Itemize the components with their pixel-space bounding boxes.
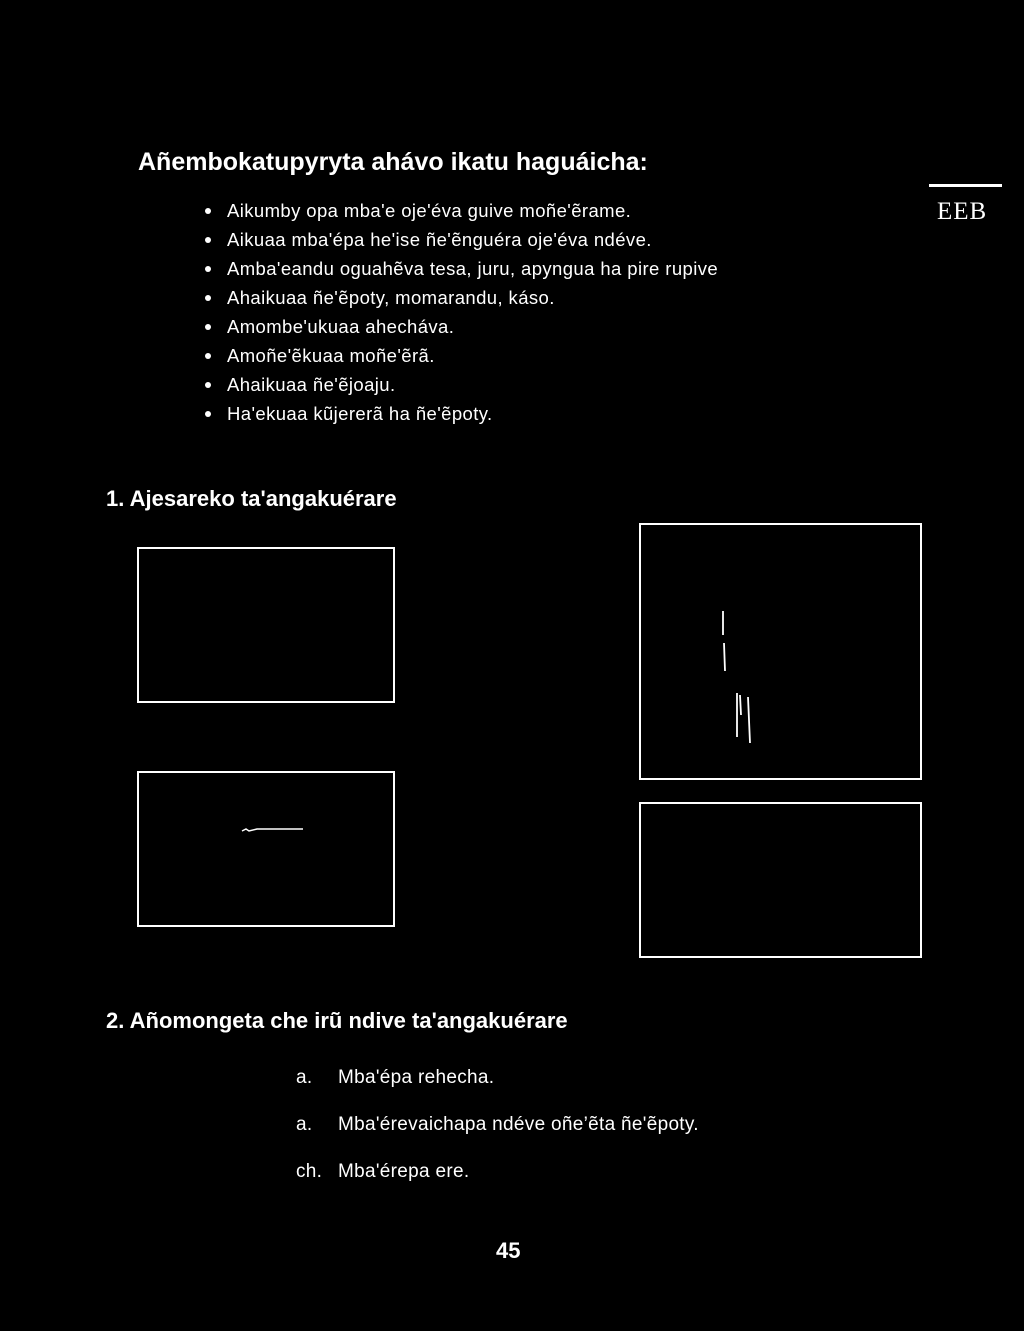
list-item xyxy=(296,1066,699,1090)
corner-rule-divider xyxy=(929,184,1002,187)
picture-frame-1 xyxy=(137,547,395,703)
page-number: 45 xyxy=(496,1238,521,1263)
list-item: Aikumby opa mba'e oje'éva guive moñe'ẽrame. xyxy=(205,196,718,225)
list-item: Amba'eandu oguahẽva tesa, juru, apyngua ha pire rupive xyxy=(205,254,718,283)
page-heading: Añembokatupyryta ahávo ikatu haguáicha: xyxy=(138,148,648,176)
section-1-title xyxy=(106,486,397,512)
option-marker: a. xyxy=(296,1067,313,1088)
option-text: Mba'érepa ere. xyxy=(338,1161,470,1182)
section-2-number: 2. xyxy=(106,1008,125,1033)
list-item: Ahaikuaa ñe'ẽjoaju. xyxy=(205,370,718,399)
section-1-text: Ajesareko ta'angakuérare xyxy=(129,486,397,511)
option-marker: a. xyxy=(296,1114,313,1135)
sketch-mark-dash xyxy=(139,773,393,925)
list-item xyxy=(296,1160,699,1184)
picture-frame-2 xyxy=(137,771,395,927)
discussion-options xyxy=(296,1066,699,1207)
objectives-list xyxy=(205,196,718,428)
list-item: Ha'ekuaa kũjererã ha ñe'ẽpoty. xyxy=(205,399,718,428)
picture-frame-3 xyxy=(639,523,922,780)
list-item: Amoñe'ẽkuaa moñe'ẽrã. xyxy=(205,341,718,370)
option-text: Mba'épa rehecha. xyxy=(338,1067,495,1088)
list-item: Ahaikuaa ñe'ẽpoty, momarandu, káso. xyxy=(205,283,718,312)
list-item: Amombe'ukuaa ahecháva. xyxy=(205,312,718,341)
section-2-title xyxy=(106,1008,568,1034)
sketch-mark-lines xyxy=(641,525,920,778)
list-item: Aikuaa mba'épa he'ise ñe'ẽnguéra oje'éva ndéve. xyxy=(205,225,718,254)
section-2-text: Añomongeta che irũ ndive ta'angakuérare xyxy=(129,1008,568,1033)
list-item xyxy=(296,1113,699,1137)
option-text: Mba'érevaichapa ndéve oñe’ẽta ñe'ẽpoty. xyxy=(338,1114,699,1135)
corner-mark-label: EEB xyxy=(937,198,988,225)
option-marker: ch. xyxy=(296,1161,323,1182)
picture-frame-4 xyxy=(639,802,922,958)
section-1-number: 1. xyxy=(106,486,125,511)
